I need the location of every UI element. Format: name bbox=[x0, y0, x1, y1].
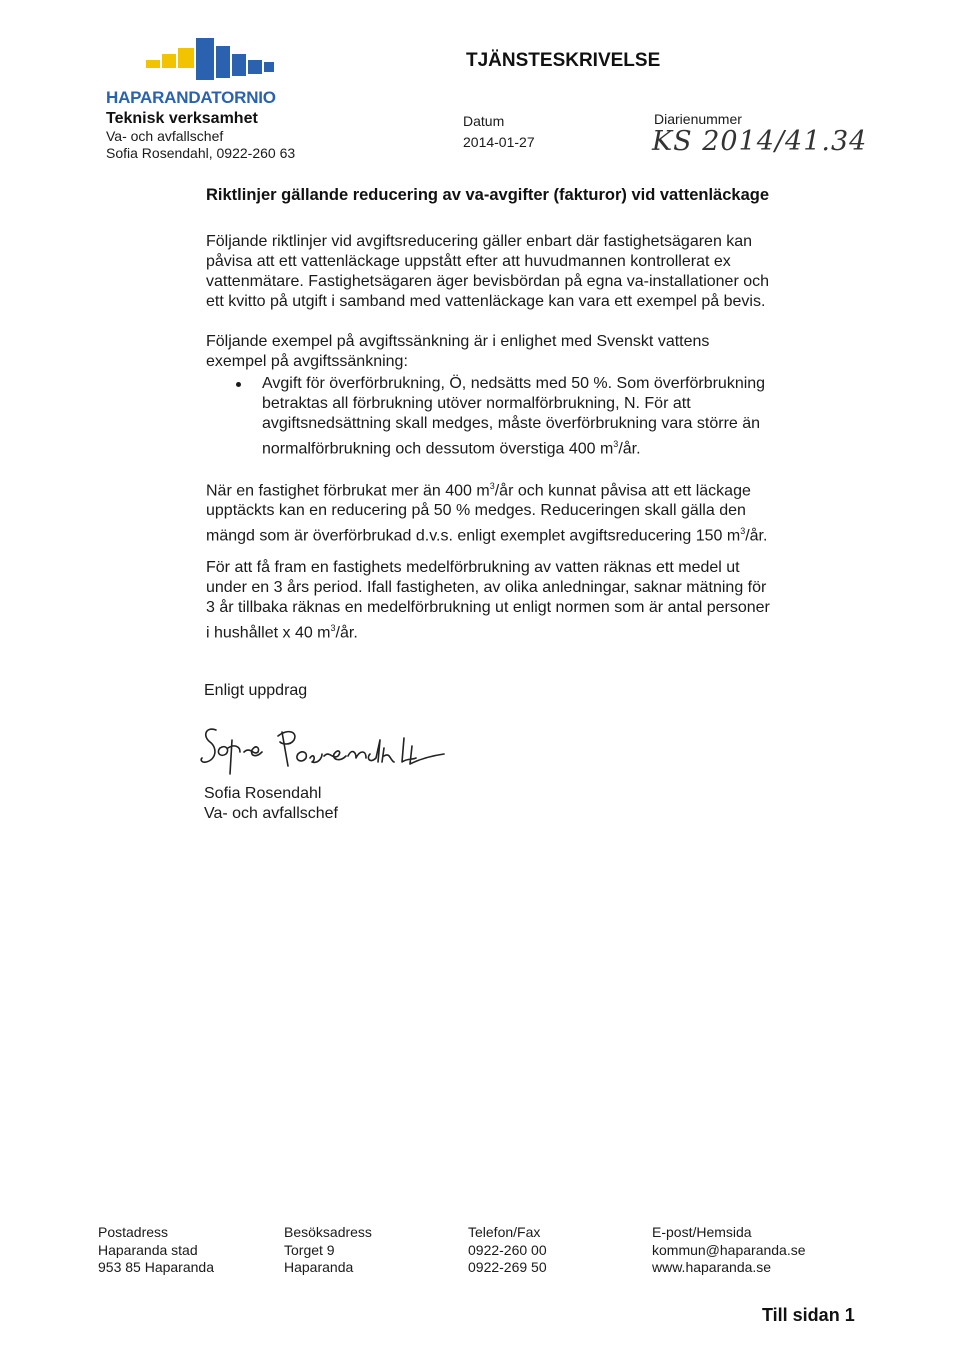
department-name: Teknisk verksamhet bbox=[106, 110, 258, 127]
text-line: i hushållet x 40 $m^3/år$. bbox=[206, 623, 358, 642]
text-line: Följande riktlinjer vid avgiftsreducering gäller enbart där fastighetsägaren kan bbox=[206, 233, 753, 250]
text-line: 3 år tillbaka räknas en medelförbrukning ut enligt normen som är antal personer bbox=[206, 599, 770, 616]
document-title: Riktlinjer gällande reducering av va-avgifter (fakturor) vid vattenläckage bbox=[206, 186, 770, 204]
text-line: påvisa att ett vattenläckage uppstått efter att huvudmannen kontrollerat ex bbox=[206, 253, 731, 270]
footer-value: Haparanda bbox=[284, 1259, 354, 1275]
text-line: När en fastighet förbrukat mer än 400 $m^3/år$ och kunnat påvisa att ett läckage bbox=[206, 481, 751, 500]
text-line: normalförbrukning och dessutom överstiga 400 $m^3/år$. bbox=[262, 439, 641, 458]
footer-website: www.haparanda.se bbox=[652, 1259, 772, 1275]
footer-label: Besöksadress bbox=[284, 1224, 372, 1240]
text-line: upptäckts kan en reducering på 50 % medges. Reduceringen skall gälla den bbox=[206, 502, 746, 520]
diary-number-handwritten: KS 2014/41.34 bbox=[652, 126, 868, 157]
footer-visiting-address bbox=[284, 1224, 372, 1277]
footer-value: 0922-260 00 bbox=[468, 1241, 547, 1258]
text-line: exempel på avgiftssänkning: bbox=[206, 353, 408, 370]
municipality-logo bbox=[146, 38, 276, 80]
signer-name: Sofia Rosendahl bbox=[204, 785, 322, 802]
bullet-list bbox=[232, 374, 852, 459]
text-line: betraktas all förbrukning utöver normalförbrukning, N. För att bbox=[262, 395, 691, 412]
closing-phrase: Enligt uppdrag bbox=[204, 682, 308, 699]
footer-email-web bbox=[652, 1224, 806, 1277]
date-block bbox=[463, 111, 535, 153]
diary-number-label: Diarienummer bbox=[654, 111, 742, 127]
footer-label: E-post/Hemsida bbox=[652, 1224, 752, 1240]
footer-label: Postadress bbox=[98, 1224, 169, 1240]
paragraph-reduction bbox=[206, 476, 846, 547]
logo-wordmark: HAPARANDATORNIO bbox=[106, 88, 276, 107]
text-line: Följande exempel på avgiftssänkning är i enlighet med Svenskt vattens bbox=[206, 333, 710, 350]
date-label: Datum bbox=[463, 113, 505, 129]
page-indicator: Till sidan 1 bbox=[762, 1305, 855, 1325]
handwritten-signature bbox=[198, 718, 448, 780]
paragraph-guidelines bbox=[206, 232, 846, 312]
signer-block bbox=[204, 784, 338, 824]
sender-role: Va- och avfallschef bbox=[106, 128, 224, 144]
text-line: avgiftsnedsättning skall medges, måste överförbrukning vara större än bbox=[262, 415, 761, 432]
document-type: TJÄNSTESKRIVELSE bbox=[466, 50, 661, 71]
text-line: under en 3 års period. Ifall fastigheten, av olika anledningar, saknar mätning för bbox=[206, 579, 767, 596]
footer-email: kommun@haparanda.se bbox=[652, 1241, 806, 1258]
text-line: Avgift för överförbrukning, Ö, nedsätts med 50 %. Som överförbrukning bbox=[262, 375, 766, 392]
sender-contact: Sofia Rosendahl, 0922-260 63 bbox=[106, 145, 296, 161]
footer-label: Telefon/Fax bbox=[468, 1224, 541, 1240]
text-line: mängd som är överförbrukad d.v.s. enligt exemplet avgiftsreducering 150 $m^3/år$. bbox=[206, 526, 768, 545]
paragraph-average-consumption bbox=[206, 558, 846, 643]
footer-value: 953 85 Haparanda bbox=[98, 1259, 214, 1275]
text-line: För att få fram en fastighets medelförbrukning av vatten räknas ett medel ut bbox=[206, 559, 740, 576]
sender-block bbox=[106, 110, 295, 162]
footer-value: 0922-269 50 bbox=[468, 1259, 547, 1275]
text-line: vattenmätare. Fastighetsägaren äger bevisbördan på egna va-installationer och bbox=[206, 273, 770, 290]
signer-title: Va- och avfallschef bbox=[204, 805, 338, 822]
footer-postal-address bbox=[98, 1224, 214, 1277]
text-line: ett kvitto på utgift i samband med vattenläckage kan vara ett exempel på bevis. bbox=[206, 293, 766, 310]
paragraph-example-intro bbox=[206, 332, 846, 372]
date-value: 2014-01-27 bbox=[463, 134, 535, 150]
footer-phone-fax bbox=[468, 1224, 547, 1277]
bullet-item bbox=[232, 374, 852, 459]
footer-value: Haparanda stad bbox=[98, 1241, 198, 1258]
footer-value: Torget 9 bbox=[284, 1241, 335, 1258]
